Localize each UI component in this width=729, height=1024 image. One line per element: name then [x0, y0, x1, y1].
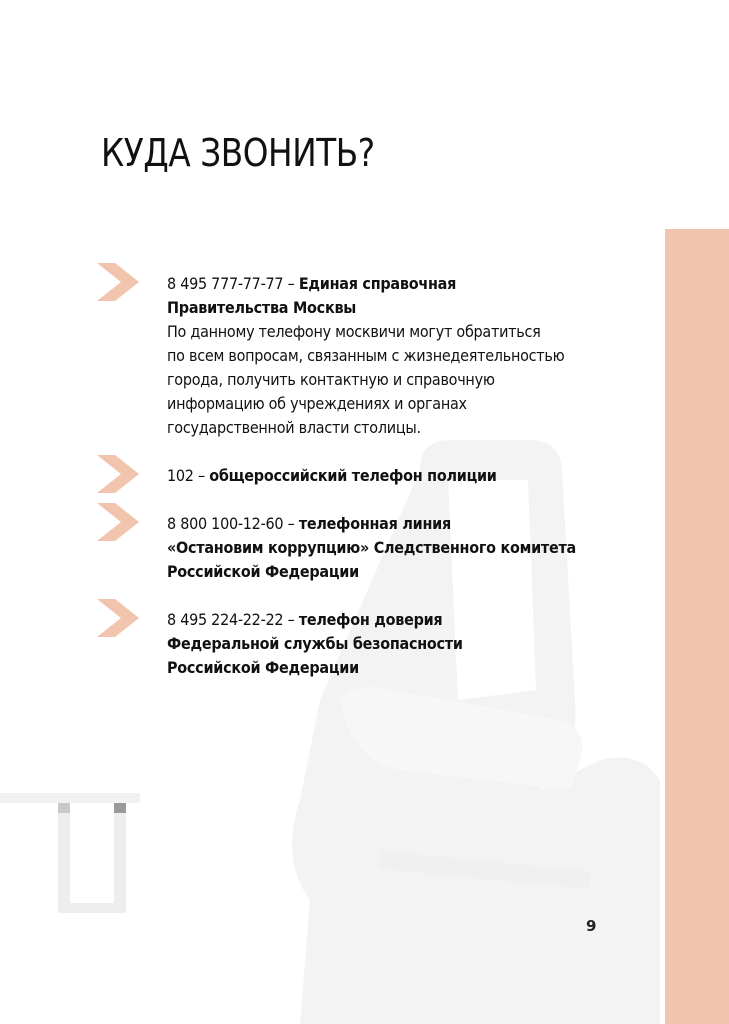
entry-text: 8 495 224-22-22 – телефон доверия Федеральной службы безопасности Российской Федерации [167, 608, 572, 680]
description-line: По данному телефону москвичи могут обратиться [167, 322, 541, 341]
chevron-right-icon [97, 263, 139, 301]
phone-number: 8 495 224-22-22 [167, 610, 284, 629]
phone-number: 8 800 100-12-60 [167, 514, 284, 533]
description-line: по всем вопросам, связанным с жизнедеятельностью [167, 346, 565, 365]
service-name: общероссийский телефон полиции [209, 466, 497, 485]
service-name: телефон доверия [298, 610, 443, 629]
bracket-icon [0, 793, 140, 913]
service-name: телефонная линия [298, 514, 451, 533]
description-line: города, получить контактную и справочную [167, 370, 495, 389]
description-line: государственной власти столицы. [167, 418, 421, 437]
service-name: Федеральной службы безопасности [167, 634, 463, 653]
service-name: Российской Федерации [167, 562, 359, 581]
service-name: Российской Федерации [167, 658, 359, 677]
entry-text: 102 – общероссийский телефон полиции [167, 466, 497, 485]
phone-number: 102 [167, 466, 194, 485]
page-number: 9 [586, 917, 597, 935]
service-name: Правительства Москвы [167, 298, 357, 317]
entry-text: 8 495 777-77-77 – Единая справочная Правительства Москвы По данному телефону москвичи могут обратиться по всем вопросам, связанным с жизнедеятельностью города, получить контактную и справочную информацию об учреждениях и органах государственной власти столицы. [167, 272, 572, 440]
description-line: информацию об учреждениях и органах [167, 394, 467, 413]
chevron-right-icon [97, 503, 139, 541]
service-name: Единая справочная [298, 274, 457, 293]
accent-side-band [665, 229, 729, 1024]
entry-text: 8 800 100-12-60 – телефонная линия «Остановим коррупцию» Следственного комитета Российской Федерации [167, 512, 572, 584]
chevron-right-icon [97, 455, 139, 493]
chevron-right-icon [97, 599, 139, 637]
phone-number: 8 495 777-77-77 [167, 274, 284, 293]
service-name: «Остановим коррупцию» Следственного комитета [167, 538, 576, 557]
page-title: КУДА ЗВОНИТЬ? [101, 131, 375, 175]
